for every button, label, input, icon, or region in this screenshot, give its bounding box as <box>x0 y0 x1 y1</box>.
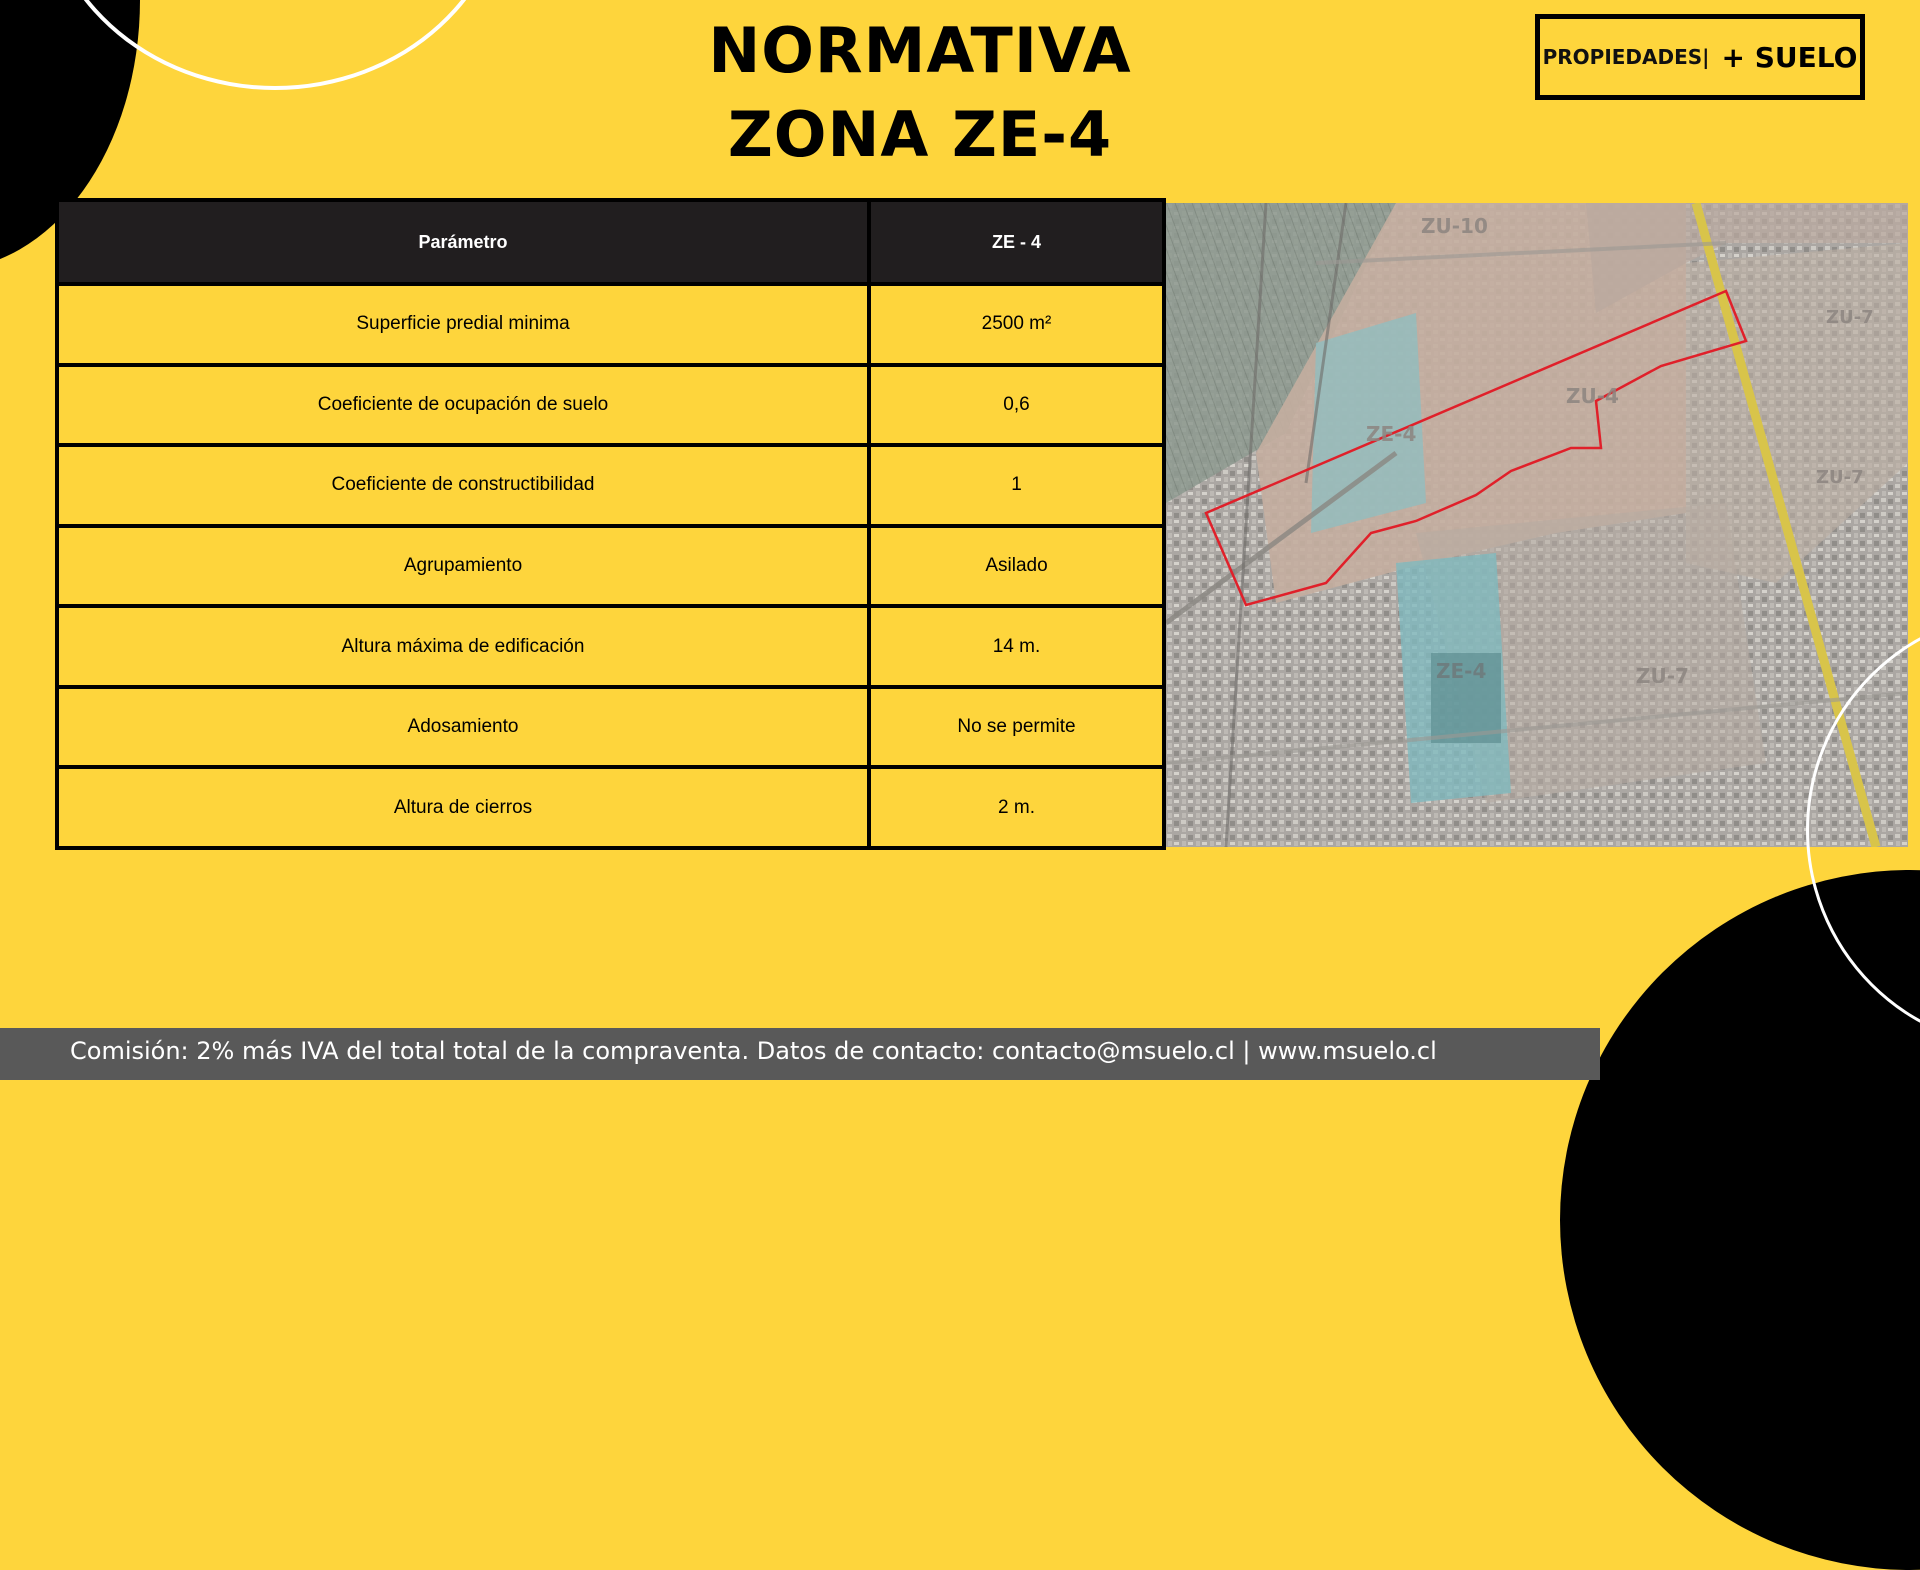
row-parameter-value: 2500 m² <box>869 284 1164 365</box>
zoning-parameters-table <box>55 198 1166 850</box>
logo-text-propiedades: PROPIEDADES| <box>1542 45 1710 69</box>
page-title-line-1: NORMATIVA <box>708 14 1132 87</box>
brand-logo <box>1535 14 1865 100</box>
map-zone-label: ZE-4 <box>1436 659 1487 683</box>
table-row <box>57 606 1164 687</box>
row-parameter-name: Coeficiente de ocupación de suelo <box>57 365 869 446</box>
table-row <box>57 687 1164 768</box>
page-title-line-2: ZONA ZE-4 <box>727 98 1113 171</box>
row-parameter-value: No se permite <box>869 687 1164 768</box>
row-parameter-value: 0,6 <box>869 365 1164 446</box>
map-zone-label: ZU-7 <box>1636 664 1689 688</box>
table-row <box>57 767 1164 848</box>
header-parametro: Parámetro <box>57 200 869 284</box>
table-row <box>57 365 1164 446</box>
row-parameter-value: 2 m. <box>869 767 1164 848</box>
zoning-map-image <box>1166 203 1908 847</box>
map-zone-label: ZU-4 <box>1566 384 1619 408</box>
decorative-black-circle-bottom-right <box>1560 870 1920 1570</box>
map-zone-label: ZU-7 <box>1816 467 1864 488</box>
decorative-white-ring-top-left <box>40 0 510 90</box>
row-parameter-value: 14 m. <box>869 606 1164 687</box>
row-parameter-name: Altura máxima de edificación <box>57 606 869 687</box>
row-parameter-name: Superficie predial minima <box>57 284 869 365</box>
footer-contact-text: Comisión: 2% más IVA del total total de la compraventa. Datos de contacto: contacto@msuelo.cl | www.msuelo.cl <box>70 1037 1437 1065</box>
table-row <box>57 284 1164 365</box>
row-parameter-name: Altura de cierros <box>57 767 869 848</box>
row-parameter-name: Adosamiento <box>57 687 869 768</box>
row-parameter-value: Asilado <box>869 526 1164 607</box>
table-row <box>57 445 1164 526</box>
map-zone-label: ZU-10 <box>1421 214 1488 238</box>
logo-text-suelo: + SUELO <box>1721 40 1858 74</box>
map-zone-label: ZU-7 <box>1826 307 1874 328</box>
table-row <box>57 526 1164 607</box>
row-parameter-value: 1 <box>869 445 1164 526</box>
row-parameter-name: Coeficiente de constructibilidad <box>57 445 869 526</box>
map-zone-label: ZE-4 <box>1366 422 1417 446</box>
map-svg <box>1166 203 1908 847</box>
table-header-row <box>57 200 1164 284</box>
row-parameter-name: Agrupamiento <box>57 526 869 607</box>
header-ze4: ZE - 4 <box>869 200 1164 284</box>
